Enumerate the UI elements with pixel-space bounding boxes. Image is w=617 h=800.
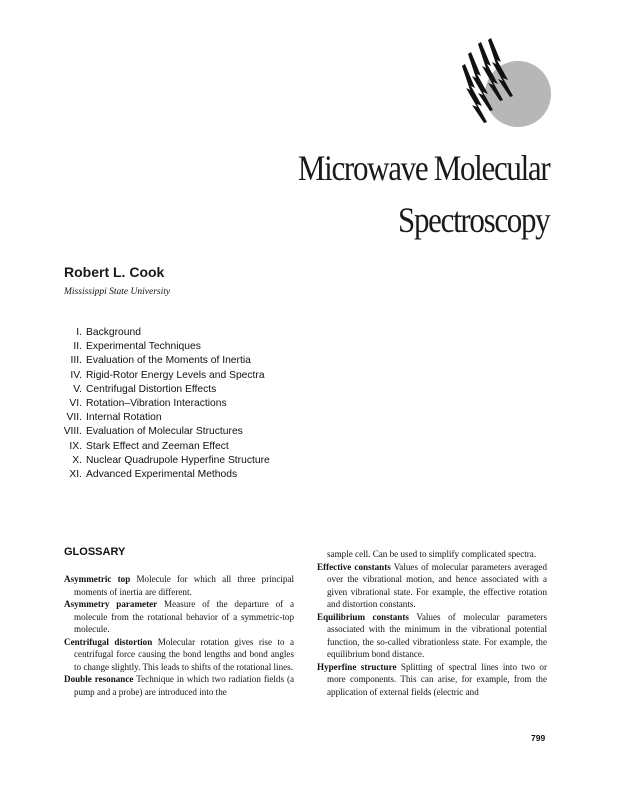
glossary-entry [64,636,294,674]
lightning-bolts-logo [462,38,554,130]
glossary-term: Hyperfine structure [317,661,397,672]
glossary-definition: Technique in which two radiation fields (a pump and a probe) are introduced into the [74,674,295,697]
toc-item [56,440,270,454]
toc-item [56,411,270,425]
toc-label: Rigid-Rotor Energy Levels and Spectra [86,369,265,381]
glossary-entry [64,673,294,698]
toc-number: V. [73,383,82,395]
glossary-term: Centrifugal distortion [64,636,153,647]
page-number: 799 [531,733,546,743]
toc-label: Nuclear Quadrupole Hyperfine Structure [86,454,270,466]
glossary-continuation: sample cell. Can be used to simplify complicated spectra. [327,549,537,559]
glossary-left-column [64,573,294,698]
glossary-definition: Values of molecular parameters averaged over the vibrational motion, and hence associated with a given vibrational state. For example, the effective rotation and distortion constants. [327,561,547,609]
toc-item [56,425,270,439]
toc-item [56,354,270,368]
glossary-term: Asymmetric top [64,574,131,584]
author-name: Robert L. Cook [64,264,165,280]
toc-number: II. [73,341,82,353]
toc-item [56,369,270,383]
glossary-definition: Molecule for which all three principal moments of inertia are different. [74,574,294,597]
glossary-heading: GLOSSARY [64,546,126,558]
toc-label: Rotation–Vibration Interactions [86,398,227,410]
glossary-entry [317,561,547,611]
toc-number: III. [70,355,82,367]
toc-label: Evaluation of Molecular Structures [86,426,243,438]
toc-number: IV. [70,369,82,381]
glossary-entry [317,661,547,699]
glossary-term: Effective constants [317,561,391,572]
author-affiliation: Mississippi State University [64,287,171,297]
toc-number: VIII. [63,426,82,438]
table-of-contents [56,326,270,482]
toc-label: Centrifugal Distortion Effects [86,383,217,395]
toc-label: Advanced Experimental Methods [86,469,238,481]
toc-item [56,454,270,468]
toc-item [56,326,270,340]
glossary-term: Equilibrium constants [317,611,409,622]
article-title [298,142,549,246]
toc-number: X. [72,454,82,466]
toc-number: XI. [69,469,82,481]
toc-number: I. [76,327,82,338]
glossary-definition: Molecular rotation gives rise to a centrifugal force causing the bond lengths and bond angles to change slightly. This leads to shifts of the rotational lines. [74,636,294,672]
title-line-2: Spectroscopy [397,200,549,240]
glossary-definition: Values of molecular parameters associated with the minimum in the vibrational potential function, the so-called vibrationless state. For example, the equilibrium bond distance. [327,611,547,659]
toc-item [56,468,270,482]
toc-item [56,340,270,354]
title-line-1: Microwave Molecular [297,148,549,188]
glossary-entry [64,573,294,598]
toc-label: Evaluation of the Moments of Inertia [86,355,251,367]
toc-item [56,383,270,397]
toc-number: VII. [66,412,82,424]
toc-label: Stark Effect and Zeeman Effect [86,440,229,452]
glossary-entry [64,598,294,636]
toc-label: Background [86,327,141,338]
toc-label: Experimental Techniques [86,341,201,353]
glossary-definition: Splitting of spectral lines into two or more components. This can arise, for example, from the application of external fields (electric and [327,661,547,697]
toc-label: Internal Rotation [86,412,162,424]
glossary-term: Double resonance [64,674,134,684]
toc-number: IX. [69,440,82,452]
glossary-right-column [317,548,547,698]
glossary-term: Asymmetry parameter [64,599,158,609]
glossary-entry [317,611,547,661]
toc-number: VI. [69,398,82,410]
glossary-definition: Measure of the departure of a molecule from the rotational behavior of a symmetric-top molecule. [74,599,295,634]
toc-item [56,397,270,411]
